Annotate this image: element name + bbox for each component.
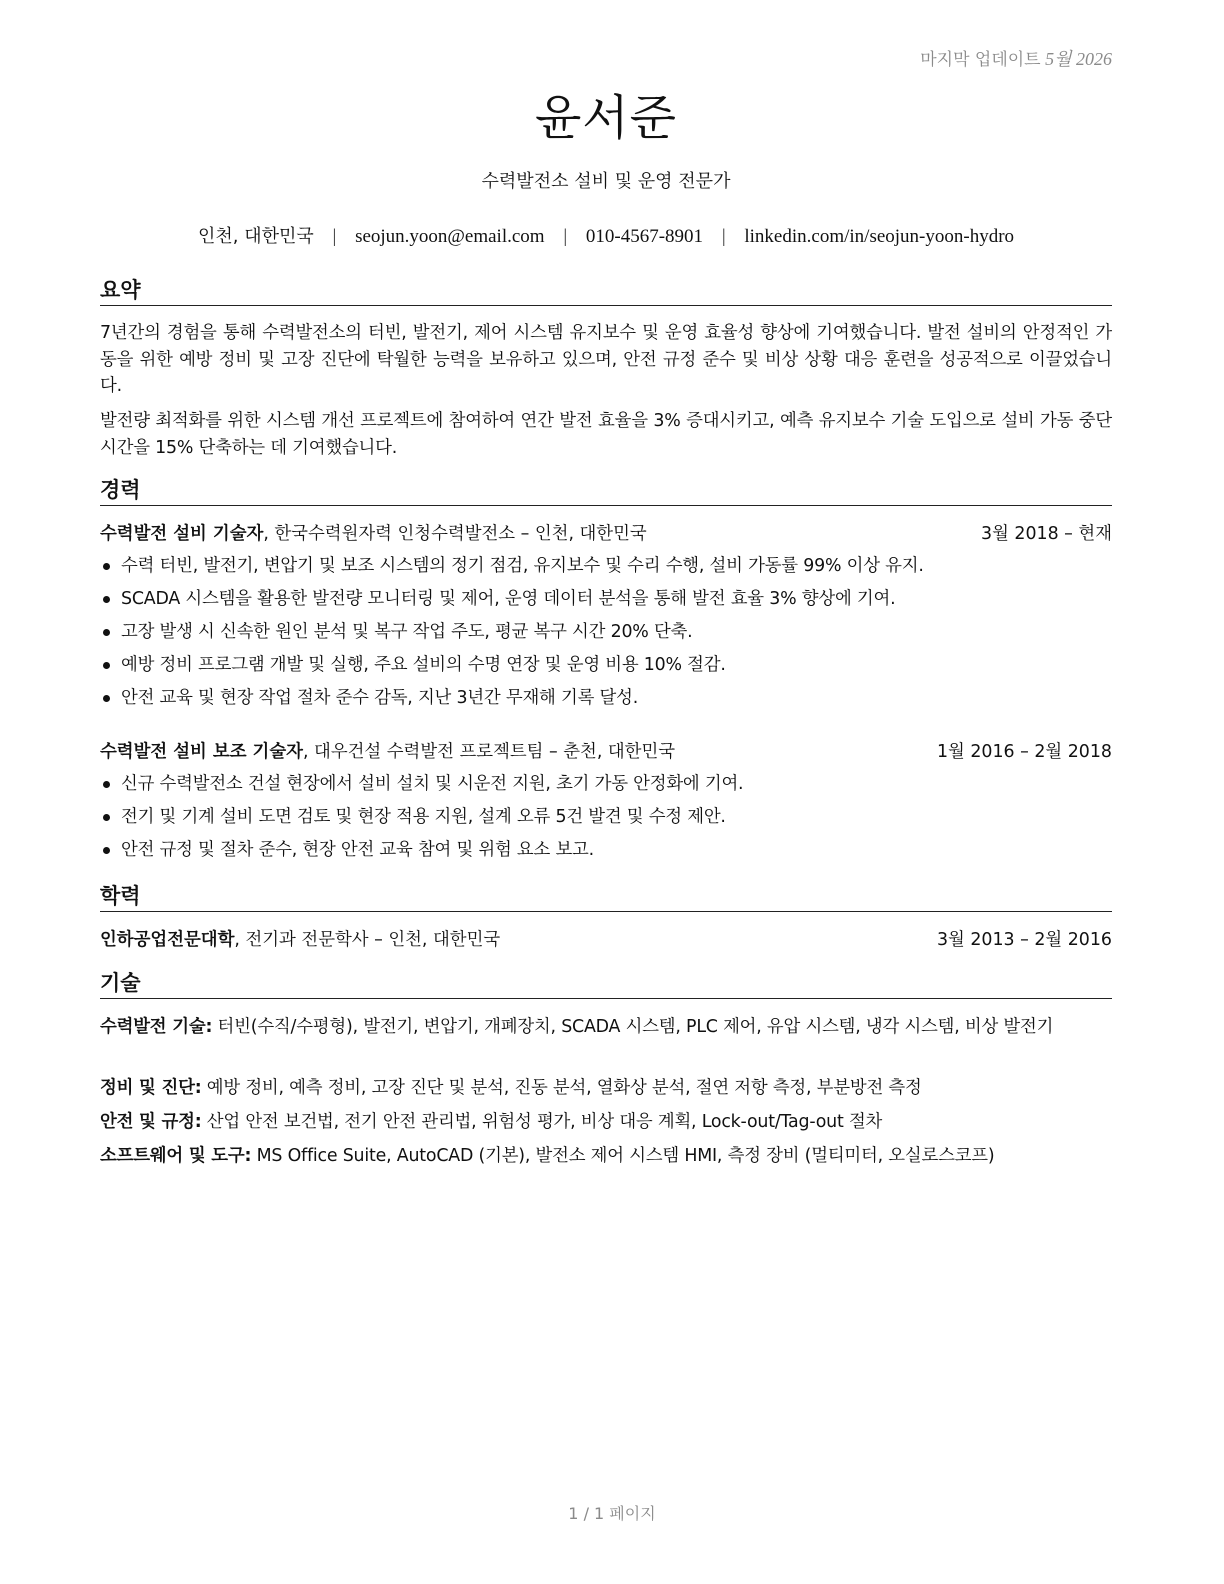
job-header [100,521,1112,547]
job-bullet-list [100,553,1112,718]
job-bullet: 안전 교육 및 현장 작업 절차 준수 감독, 지난 3년간 무재해 기록 달성. [100,685,1112,718]
contact-location: 인천, 대한민국 [197,226,314,247]
last-updated [920,45,1112,71]
summary-paragraph: 발전량 최적화를 위한 시스템 개선 프로젝트에 참여하여 연간 발전 효율을 3% 증대시키고, 예측 유지보수 기술 도입으로 설비 가동 중단 시간을 15% 단축하는 데 기여했습니다. [100,411,1112,458]
contact-separator: | [721,226,726,247]
skill-row [100,1075,1112,1101]
skill-value: 산업 안전 보건법, 전기 안전 관리법, 위험성 평가, 비상 대응 계획, Lock-out/Tag-out 절차 [201,1112,883,1132]
job-bullet: 안전 규정 및 절차 준수, 현장 안전 교육 참여 및 위험 요소 보고. [100,837,1112,870]
bullet-dot-icon [103,814,110,821]
job-bullet: 신규 수력발전소 건설 현장에서 설비 설치 및 시운전 지원, 초기 가동 안정화에 기여. [100,771,1112,804]
last-updated-label: 마지막 업데이트 [920,50,1041,70]
section-title-education: 학력 [100,883,1112,912]
skill-value: 터빈(수직/수평형), 발전기, 변압기, 개폐장치, SCADA 시스템, PLC 제어, 유압 시스템, 냉각 시스템, 비상 발전기 [212,1017,1054,1037]
job-dates: 3월 2018 – 현재 [981,524,1112,544]
section-title-experience: 경력 [100,477,1112,506]
job-bullet-list [100,771,1112,870]
last-updated-date: 5월 2026 [1045,49,1112,69]
section-title-skills: 기술 [100,970,1112,999]
education-school: 인하공업전문대학 [100,930,235,950]
contact-email[interactable]: seojun.yoon@email.com [355,226,545,247]
candidate-name: 윤서준 [534,90,678,146]
contact-phone[interactable]: 010-4567-8901 [585,226,704,247]
contact-separator: | [563,226,568,247]
skill-row [100,1014,1112,1040]
job-role: 수력발전 설비 보조 기술자 [100,742,303,762]
job-bullet: 수력 터빈, 발전기, 변압기 및 보조 시스템의 정기 점검, 유지보수 및 수리 수행, 설비 가동률 99% 이상 유지. [100,553,1112,586]
bullet-dot-icon [103,563,110,570]
education-entry [100,927,1112,953]
section-title-summary: 요약 [100,277,1112,306]
skill-row [100,1109,1112,1135]
job-bullet: 전기 및 기계 설비 도면 검토 및 현장 적용 지원, 설계 오류 5건 발견 및 수정 제안. [100,804,1112,837]
summary-paragraph: 7년간의 경험을 통해 수력발전소의 터빈, 발전기, 제어 시스템 유지보수 및 운영 효율성 향상에 기여했습니다. 발전 설비의 안정적인 가동을 위한 예방 정비 및 고장 진단에 탁월한 능력을 보유하고 있으며, 안전 규정 준수 및 비상 상황 대응 훈련을 성공적으로 이끌었습니다. [100,323,1112,396]
job-bullet: 예방 정비 프로그램 개발 및 실행, 주요 설비의 수명 연장 및 운영 비용 10% 절감. [100,652,1112,685]
job-role: 수력발전 설비 기술자 [100,524,264,544]
job-organization: , 한국수력원자력 인청수력발전소 – 인천, 대한민국 [263,524,647,544]
education-dates: 3월 2013 – 2월 2016 [936,930,1112,950]
education-degree: , 전기과 전문학사 – 인천, 대한민국 [234,930,501,950]
bullet-dot-icon [103,629,110,636]
skill-value: MS Office Suite, AutoCAD (기본), 발전소 제어 시스템 HMI, 측정 장비 (멀티미터, 오실로스코프) [251,1146,995,1166]
job-bullet: 고장 발생 시 신속한 원인 분석 및 복구 작업 주도, 평균 복구 시간 20% 단축. [100,619,1112,652]
bullet-dot-icon [103,662,110,669]
bullet-dot-icon [103,695,110,702]
skill-label: 정비 및 진단: [100,1078,202,1098]
page-indicator: 1 / 1 페이지 [568,1504,656,1523]
bullet-dot-icon [103,781,110,788]
bullet-dot-icon [103,596,110,603]
job-dates: 1월 2016 – 2월 2018 [936,742,1112,762]
skill-value: 예방 정비, 예측 정비, 고장 진단 및 분석, 진동 분석, 열화상 분석, 절연 저항 측정, 부분방전 측정 [201,1078,922,1098]
skill-label: 수력발전 기술: [100,1017,213,1037]
job-header [100,739,1112,765]
skill-label: 안전 및 규정: [100,1112,202,1132]
bullet-dot-icon [103,847,110,854]
skill-row [100,1143,1112,1169]
contact-line [100,224,1112,250]
contact-linkedin[interactable]: linkedin.com/in/seojun-yoon-hydro [744,226,1015,247]
candidate-headline: 수력발전소 설비 및 운영 전문가 [481,171,731,192]
contact-separator: | [332,226,337,247]
skill-label: 소프트웨어 및 도구: [100,1146,252,1166]
job-organization: , 대우건설 수력발전 프로젝트팀 – 춘천, 대한민국 [302,742,676,762]
job-bullet: SCADA 시스템을 활용한 발전량 모니터링 및 제어, 운영 데이터 분석을 통해 발전 효율 3% 향상에 기여. [100,586,1112,619]
